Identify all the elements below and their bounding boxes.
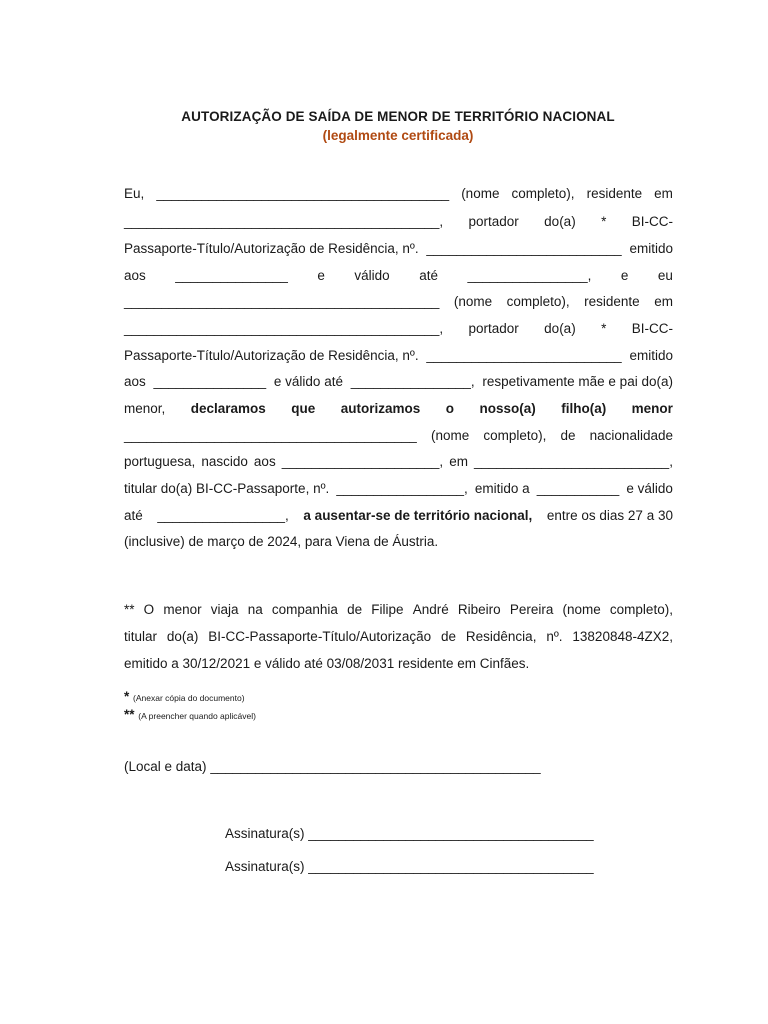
footnote-2 xyxy=(124,708,256,723)
word: de xyxy=(347,602,363,617)
companion-line-1 xyxy=(124,601,673,619)
word: BI-CC- xyxy=(631,214,673,229)
bold-word: que xyxy=(291,401,316,416)
word: Pereira xyxy=(509,602,554,617)
date-blank: ___________ xyxy=(536,481,620,496)
word: até xyxy=(124,508,143,523)
signature-label: Assinatura(s) xyxy=(225,826,305,841)
word: (nome xyxy=(562,602,601,617)
word: e válido até xyxy=(273,374,343,389)
date-blank: _____________________, xyxy=(281,454,444,469)
date-blank: _______________ xyxy=(153,374,267,389)
word: aos xyxy=(253,454,276,469)
word: titular do(a) BI-CC-Passaporte, nº. xyxy=(124,481,330,496)
address-blank: __________________________________________, xyxy=(124,321,444,336)
name-blank: _______________________________________ xyxy=(156,186,450,201)
word: (inclusive) de março de 2024, para Viena de Áustria. xyxy=(124,534,439,549)
word: (nome xyxy=(461,186,500,201)
word: 13820848-4ZX2, xyxy=(572,629,673,644)
body-line-1 xyxy=(124,185,673,203)
footnote-mark: * xyxy=(124,689,130,704)
body-line-10 xyxy=(124,427,673,445)
word: aos xyxy=(124,268,146,283)
word: respetivamente mãe e pai do(a) xyxy=(482,374,673,389)
footnote-text: (A preencher quando aplicável) xyxy=(138,711,256,721)
word: Residência, xyxy=(465,629,537,644)
word: entre os dias 27 a 30 xyxy=(546,508,673,523)
word: e xyxy=(620,268,629,283)
bold-word: declaramos xyxy=(190,401,266,416)
word: completo), xyxy=(506,294,570,309)
word: emitido xyxy=(629,348,673,363)
word: companhia xyxy=(271,602,338,617)
word: na xyxy=(247,602,263,617)
body-line-3 xyxy=(124,240,673,258)
word: de xyxy=(560,428,576,443)
date-blank: _________________, xyxy=(157,508,289,523)
word: residente xyxy=(584,294,640,309)
word: Filipe xyxy=(371,602,404,617)
footnote-mark: ** xyxy=(124,707,135,722)
body-line-11 xyxy=(124,453,673,471)
word: do(a) xyxy=(166,629,199,644)
body-line-7 xyxy=(124,347,673,365)
word: * xyxy=(601,321,607,336)
word: portuguesa, xyxy=(124,454,196,469)
word: viaja xyxy=(210,602,239,617)
word: titular xyxy=(124,629,158,644)
word: completo), xyxy=(511,186,575,201)
document-number-blank: __________________________ xyxy=(426,348,622,363)
date-blank: ________________, xyxy=(467,268,592,283)
body-line-6 xyxy=(124,320,673,338)
bold-phrase: a ausentar-se de território nacional, xyxy=(303,508,533,523)
place-blank: __________________________, xyxy=(473,454,673,469)
word: Passaporte-Título/Autorização de Residência, nº. xyxy=(124,348,419,363)
word: até xyxy=(419,268,438,283)
footnote-text: (Anexar cópia do documento) xyxy=(133,693,245,703)
word: e válido xyxy=(626,481,673,496)
word: residente xyxy=(586,186,643,201)
word: portador xyxy=(468,321,519,336)
word: ** xyxy=(124,602,135,617)
word: (nome xyxy=(430,428,470,443)
word: do(a) xyxy=(544,214,576,229)
bold-word: nosso(a) xyxy=(479,401,536,416)
word: aos xyxy=(124,374,146,389)
body-line-13 xyxy=(124,507,673,525)
word: eu xyxy=(657,268,673,283)
bold-word: menor xyxy=(631,401,673,416)
word: completo), xyxy=(609,602,673,617)
word: nº. xyxy=(546,629,563,644)
word: Eu, xyxy=(124,186,145,201)
word: Ribeiro xyxy=(457,602,501,617)
signature-line-1 xyxy=(225,825,594,843)
word: em xyxy=(449,454,468,469)
bold-word: autorizamos xyxy=(340,401,421,416)
word: do(a) xyxy=(544,321,576,336)
signature-blank: ______________________________________ xyxy=(308,826,594,841)
companion-line-2 xyxy=(124,628,673,646)
word: portador xyxy=(468,214,519,229)
word: nascido xyxy=(201,454,248,469)
body-line-4 xyxy=(124,267,673,285)
body-line-9 xyxy=(124,400,673,418)
document-number-blank: __________________________ xyxy=(426,241,622,256)
word: emitido a xyxy=(474,481,530,496)
word: O xyxy=(143,602,155,617)
body-line-8 xyxy=(124,373,673,391)
footnote-1 xyxy=(124,690,245,705)
body-line-14 xyxy=(124,533,673,551)
word: (nome xyxy=(453,294,493,309)
signature-line-2 xyxy=(225,858,594,876)
word: completo), xyxy=(483,428,547,443)
word: válido xyxy=(354,268,390,283)
name-blank: __________________________________________ xyxy=(124,294,440,309)
local-data-label: (Local e data) xyxy=(124,759,207,774)
word: emitido a 30/12/2021 e válido até 03/08/2031 residente em Cinfães. xyxy=(124,656,530,671)
word: emitido xyxy=(629,241,673,256)
local-data-line xyxy=(124,758,541,776)
word: menor xyxy=(163,602,202,617)
word: nacionalidade xyxy=(589,428,673,443)
bold-word: o xyxy=(445,401,454,416)
bold-word: filho(a) xyxy=(561,401,607,416)
document-number-blank: _________________, xyxy=(336,481,468,496)
word: de xyxy=(441,629,457,644)
document-title: AUTORIZAÇÃO DE SAÍDA DE MENOR DE TERRITÓRIO NACIONAL xyxy=(181,109,615,124)
word: e xyxy=(317,268,325,283)
signature-blank: ______________________________________ xyxy=(308,859,594,874)
address-blank: __________________________________________, xyxy=(124,214,444,229)
word: * xyxy=(601,214,607,229)
local-data-blank: ____________________________________________ xyxy=(210,759,541,774)
word: Passaporte-Título/Autorização de Residência, nº. xyxy=(124,241,419,256)
document-subtitle: (legalmente certificada) xyxy=(322,128,474,143)
signature-label: Assinatura(s) xyxy=(225,859,305,874)
word: menor, xyxy=(124,401,166,416)
date-blank: ________________, xyxy=(350,374,475,389)
body-line-12 xyxy=(124,480,673,498)
word: BI-CC-Passaporte-Título/Autorização xyxy=(208,629,432,644)
companion-line-3 xyxy=(124,655,673,673)
word: em xyxy=(654,186,673,201)
word: André xyxy=(412,602,449,617)
word: em xyxy=(654,294,673,309)
body-line-2 xyxy=(124,213,673,231)
word: BI-CC- xyxy=(631,321,673,336)
name-blank: _______________________________________ xyxy=(124,428,417,443)
date-blank: _______________ xyxy=(175,268,288,283)
body-line-5 xyxy=(124,293,673,311)
